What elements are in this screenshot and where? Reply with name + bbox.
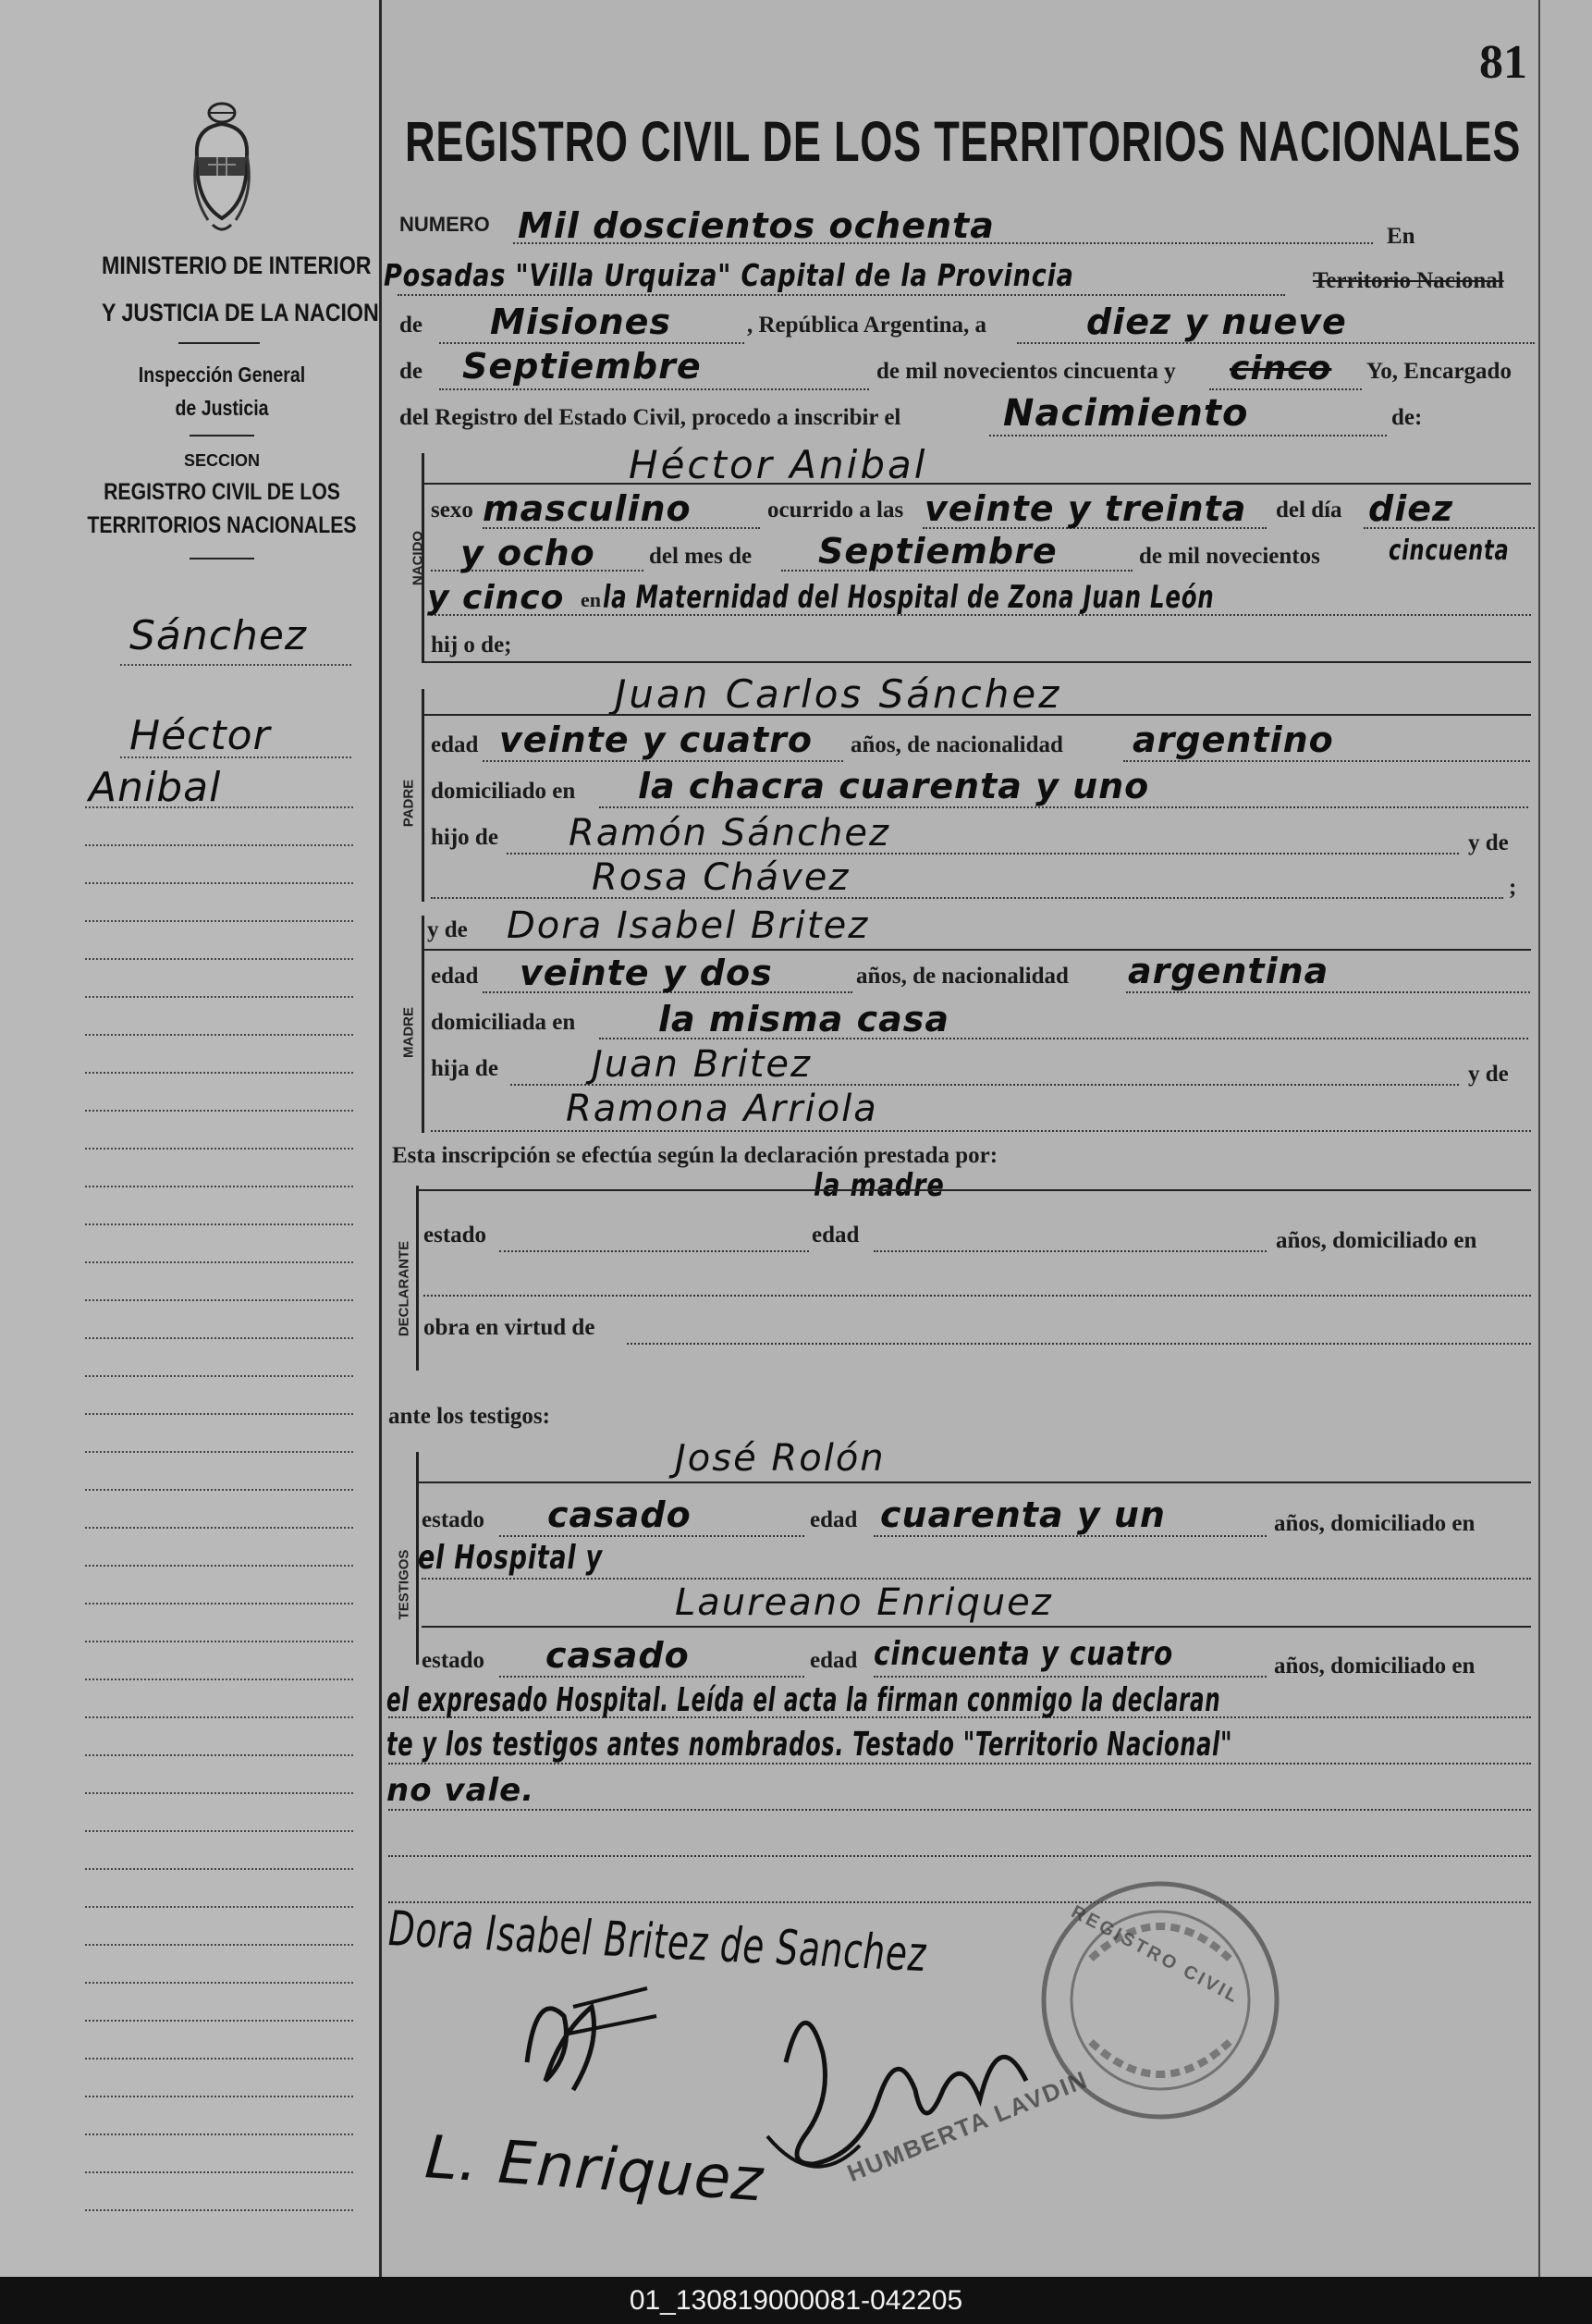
label-registro: del Registro del Estado Civil, procedo a inscribir el <box>399 405 901 430</box>
label-mil: de mil novecientos cincuenta y <box>876 359 1176 384</box>
label-numero: NUMERO <box>399 213 490 236</box>
label-de-mil: de mil novecientos <box>1139 544 1320 569</box>
label-en-2: en <box>581 588 601 611</box>
entry-witness-1: José Rolón <box>675 1437 886 1480</box>
label-mother-anos-nac: años, de nacionalidad <box>856 964 1069 989</box>
stamp-name: HUMBERTA LAVDIN <box>843 2065 1093 2187</box>
coat-of-arms-icon <box>190 100 254 239</box>
entry-father-address: la chacra cuarenta y uno <box>638 766 1150 806</box>
label-father-hijo-de: hijo de <box>431 825 498 850</box>
entry-day-birth-1: diez <box>1368 488 1454 529</box>
ministry-line-2: Y JUSTICIA DE LA NACION <box>102 299 379 326</box>
label-ocurrido: ocurrido a las <box>767 498 904 523</box>
label-mother-hija-de: hija de <box>431 1056 498 1081</box>
section-label: SECCION <box>183 451 260 470</box>
label-w2-estado: estado <box>422 1648 485 1673</box>
page-title: REGISTRO CIVIL DE LOS TERRITORIOS NACIONALES <box>405 110 1522 173</box>
label-del-mes: del mes de <box>649 544 753 569</box>
label-father-domiciliado: domiciliado en <box>431 779 576 804</box>
entry-mother-age: veinte y dos <box>520 953 773 993</box>
signature-declarant: Dora Isabel Britez de Sanchez <box>387 1901 927 1984</box>
entry-father-father: Ramón Sánchez <box>569 812 891 855</box>
section-line-1: REGISTRO CIVIL DE LOS <box>104 479 340 505</box>
margin-given-name-2: Anibal <box>89 764 222 811</box>
entry-mother-nationality: argentina <box>1128 951 1329 991</box>
label-de-2: de <box>399 359 422 384</box>
label-father-edad: edad <box>431 732 479 757</box>
left-margin-column <box>0 0 379 2277</box>
image-id-footer: 01_130819000081-042205 <box>0 2277 1592 2324</box>
label-father-y-de: y de <box>1468 830 1509 855</box>
ministry-line-1: MINISTERIO DE INTERIOR <box>102 252 372 279</box>
inspection-line-1: Inspección General <box>138 363 306 387</box>
entry-w1-address: el Hospital y <box>418 1539 603 1577</box>
label-yo: Yo, Encargado <box>1366 359 1512 384</box>
label-declarant-estado: estado <box>423 1223 487 1248</box>
entry-day-birth-2: y ocho <box>460 533 595 573</box>
label-w1-edad: edad <box>810 1507 858 1532</box>
entry-year-suffix: cinco <box>1230 350 1332 387</box>
label-de: de <box>399 313 422 338</box>
entry-witness-2: Laureano Enriquez <box>675 1581 1053 1624</box>
entry-province: Misiones <box>490 301 672 342</box>
entry-father-name: Juan Carlos Sánchez <box>615 671 1062 717</box>
entry-year-birth-2: y cinco <box>427 579 565 617</box>
entry-year-birth-1: cincuenta <box>1389 535 1510 567</box>
entry-birth-place: la Maternidad del Hospital de Zona Juan León <box>603 579 1215 616</box>
entry-child-name: Héctor Anibal <box>629 442 928 487</box>
label-hijo-o: hij o de; <box>431 633 512 658</box>
entry-closing-3: no vale. <box>386 1772 535 1809</box>
entry-month: Septiembre <box>462 346 702 387</box>
section-line-2: TERRITORIOS NACIONALES <box>87 512 357 538</box>
entry-w2-state: casado <box>545 1635 690 1676</box>
label-declarant-edad: edad <box>812 1223 860 1248</box>
entry-declarant: la madre <box>814 1167 945 1204</box>
entry-mother-mother: Ramona Arriola <box>566 1088 878 1130</box>
entry-mother-name: Dora Isabel Britez <box>507 904 870 947</box>
label-republica: , República Argentina, a <box>747 313 987 338</box>
label-father-anos-nac: años, de nacionalidad <box>851 732 1063 757</box>
margin-surname: Sánchez <box>129 612 308 659</box>
entry-day: diez y nueve <box>1086 301 1347 342</box>
right-border <box>1538 0 1540 2277</box>
label-w1-estado: estado <box>422 1507 485 1532</box>
entry-w2-age: cincuenta y cuatro <box>874 1635 1174 1673</box>
margin-given-name-1: Héctor <box>129 712 271 759</box>
label-declarant-anos-dom: años, domiciliado en <box>1276 1228 1477 1253</box>
entry-father-nationality: argentino <box>1133 719 1334 760</box>
label-mother-edad: edad <box>431 964 479 989</box>
entry-sex: masculino <box>483 488 692 529</box>
page-number: 81 <box>1479 36 1527 89</box>
label-mother-y-de: y de <box>427 917 468 942</box>
label-w2-edad: edad <box>810 1648 858 1673</box>
label-mother-y-de-2: y de <box>1468 1062 1509 1087</box>
entry-place: Posadas "Villa Urquiza" Capital de la Provincia <box>384 257 1074 293</box>
entry-mother-address: la misma casa <box>658 999 950 1039</box>
label-w1-anos-dom: años, domiciliado en <box>1274 1511 1476 1536</box>
entry-month-birth: Septiembre <box>818 531 1058 572</box>
label-semicolon: ; <box>1509 875 1517 900</box>
entry-closing-2: te y los testigos antes nombrados. Testado "Territorio Nacional" <box>386 1726 1233 1764</box>
entry-father-age: veinte y cuatro <box>499 719 814 760</box>
section-tag-testigos: TESTIGOS <box>396 1549 412 1620</box>
entry-w1-state: casado <box>547 1494 692 1535</box>
section-tag-declarante: DECLARANTE <box>396 1240 412 1337</box>
label-obra: obra en virtud de <box>423 1315 595 1340</box>
section-tag-nacido: NACIDO <box>410 530 426 586</box>
inspection-line-2: de Justicia <box>175 396 269 420</box>
entry-w1-age: cuarenta y un <box>880 1494 1166 1535</box>
entry-act-type: Nacimiento <box>1003 392 1249 435</box>
entry-hour: veinte y treinta <box>925 488 1247 529</box>
section-tag-padre: PADRE <box>400 779 417 828</box>
label-sexo: sexo <box>431 498 473 523</box>
section-tag-madre: MADRE <box>400 1007 417 1058</box>
label-w2-anos-dom: años, domiciliado en <box>1274 1654 1476 1678</box>
entry-numero: Mil doscientos ochenta <box>518 205 995 246</box>
entry-father-mother: Rosa Chávez <box>592 856 851 899</box>
entry-mother-father: Juan Britez <box>592 1043 813 1086</box>
seal-text: REGISTRO CIVIL <box>1068 1901 1243 2009</box>
column-divider <box>379 0 382 2277</box>
label-del-dia: del día <box>1276 498 1342 523</box>
entry-closing-1: el expresado Hospital. Leída el acta la firman conmigo la declaran <box>386 1681 1221 1719</box>
label-territorio-struck: Territorio Nacional <box>1313 268 1504 293</box>
label-de-colon: de: <box>1391 405 1423 430</box>
signature-witness: L. Enriquez <box>422 2123 766 2216</box>
label-ante-testigos: ante los testigos: <box>388 1404 550 1429</box>
label-en: En <box>1387 224 1415 249</box>
label-esta-inscripcion: Esta inscripción se efectúa según la declaración prestada por: <box>392 1143 998 1168</box>
label-mother-domiciliada: domiciliada en <box>431 1010 576 1035</box>
